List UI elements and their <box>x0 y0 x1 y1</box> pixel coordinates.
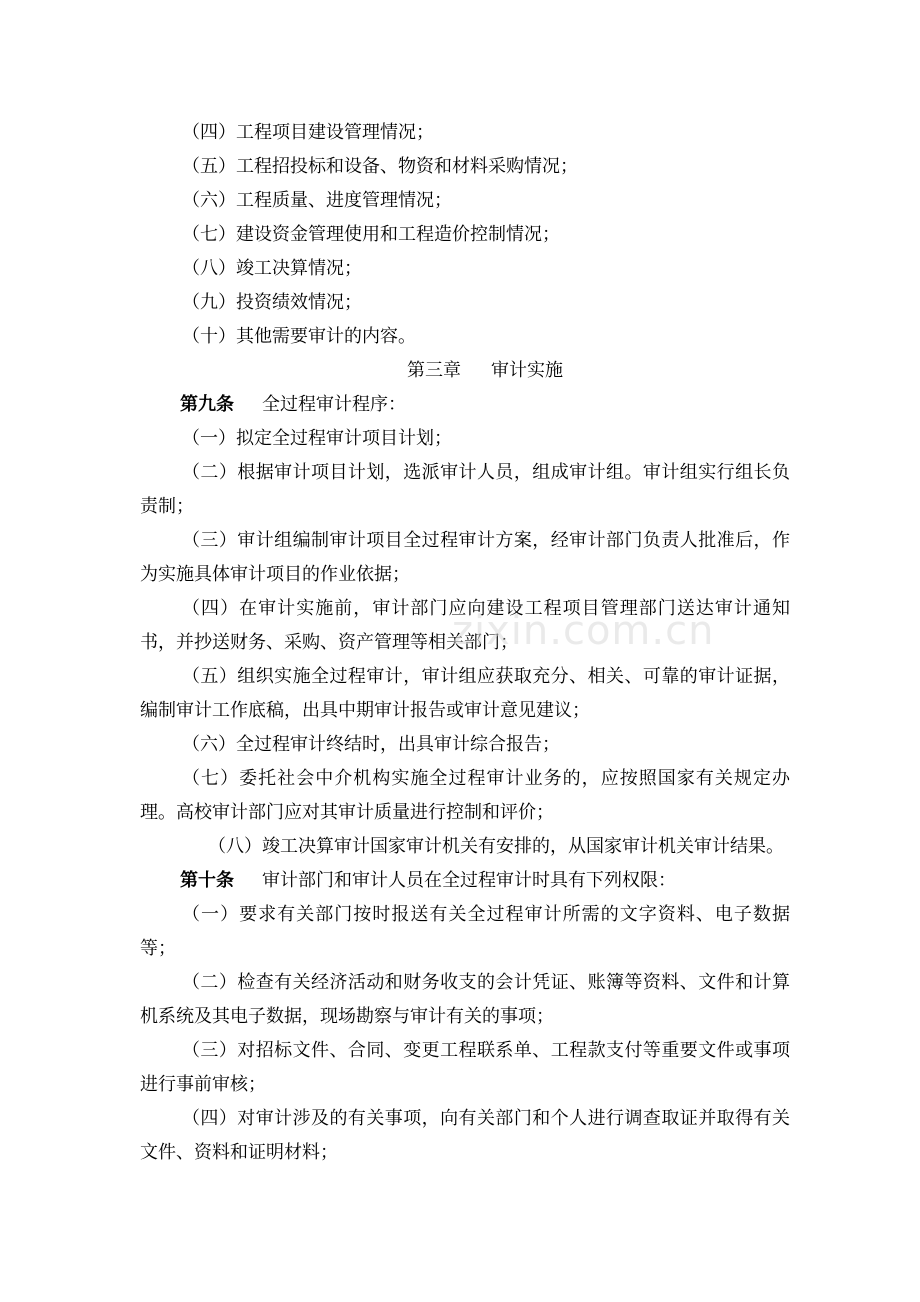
article-number: 第九条 <box>180 394 234 415</box>
chapter-number: 第三章 <box>407 360 461 381</box>
list-item: （一）要求有关部门按时报送有关全过程审计所需的文字资料、电子数据等； <box>140 904 790 959</box>
list-item: （三）审计组编制审计项目全过程审计方案，经审计部门负责人批准后，作为实施具体审计项目的作业依据； <box>140 530 790 585</box>
list-item: （八）竣工决算审计国家审计机关有安排的，从国家审计机关审计结果。 <box>208 836 784 857</box>
list-item: （五）工程招投标和设备、物资和材料采购情况； <box>182 156 578 177</box>
list-item: （二）根据审计项目计划，选派审计人员，组成审计组。审计组实行组长负责制； <box>140 462 790 517</box>
list-item: （一）拟定全过程审计项目计划； <box>182 428 452 449</box>
list-item: （二）检查有关经济活动和财务收支的会计凭证、账簿等资料、文件和计算机系统及其电子数据，现场勘察与审计有关的事项； <box>140 972 790 1027</box>
list-item: （九）投资绩效情况； <box>182 292 362 313</box>
article-heading <box>140 864 790 898</box>
article-heading <box>140 388 790 422</box>
watermark-text: zixin.com.cn <box>452 608 715 654</box>
list-item: （六）全过程审计终结时，出具审计综合报告； <box>182 734 560 755</box>
list-item: （四）对审计涉及的有关事项，向有关部门和个人进行调查取证并取得有关文件、资料和证明材料； <box>140 1108 790 1163</box>
list-item: （四）在审计实施前，审计部门应向建设工程项目管理部门送达审计通知书，并抄送财务、采购、资产管理等相关部门； <box>140 598 790 653</box>
list-item: （八）竣工决算情况； <box>182 258 362 279</box>
list-item: （五）组织实施全过程审计，审计组应获取充分、相关、可靠的审计证据，编制审计工作底稿，出具中期审计报告或审计意见建议； <box>140 666 790 721</box>
list-item: （四）工程项目建设管理情况； <box>182 122 434 143</box>
article-title: 审计部门和审计人员在全过程审计时具有下列权限： <box>262 870 676 891</box>
article-number: 第十条 <box>180 870 234 891</box>
list-item: （六）工程质量、进度管理情况； <box>182 190 452 211</box>
article-title: 全过程审计程序： <box>262 394 406 415</box>
list-item: （七）委托社会中介机构实施全过程审计业务的，应按照国家有关规定办理。高校审计部门应对其审计质量进行控制和评价； <box>140 768 790 823</box>
list-item: （十）其他需要审计的内容。 <box>182 326 416 347</box>
list-item: （七）建设资金管理使用和工程造价控制情况； <box>182 224 560 245</box>
chapter-title: 审计实施 <box>491 360 563 381</box>
chapter-heading <box>140 354 790 388</box>
list-item: （三）对招标文件、合同、变更工程联系单、工程款支付等重要文件或事项进行事前审核； <box>140 1040 790 1095</box>
